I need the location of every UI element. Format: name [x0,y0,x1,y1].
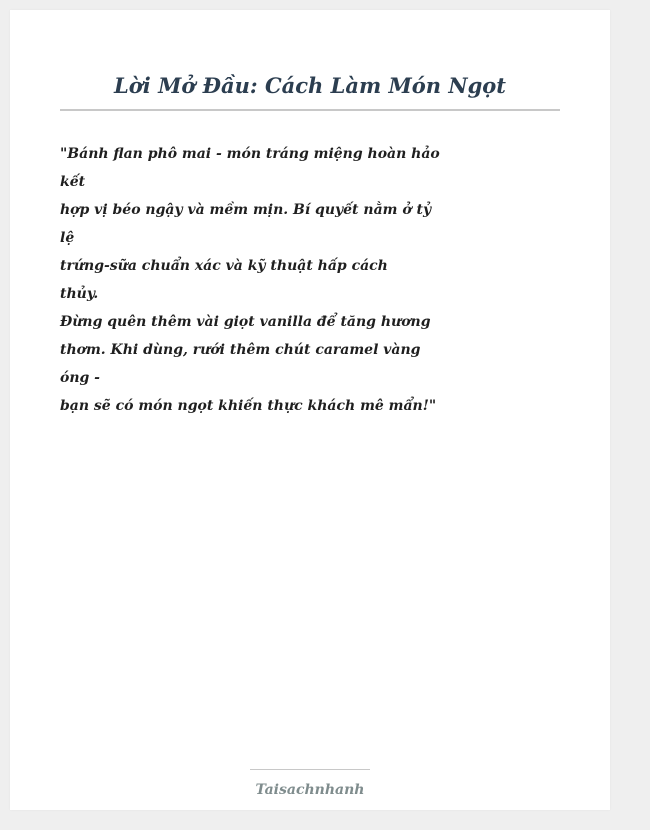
page-title: Lời Mở Đầu: Cách Làm Món Ngọt [114,73,506,98]
document-page [10,10,610,810]
body-line: "Bánh flan phô mai - món tráng miệng hoàn hảo [60,146,440,162]
body-line: thơm. Khi dùng, rưới thêm chút caramel vàng [60,342,421,358]
body-line: trứng-sữa chuẩn xác và kỹ thuật hấp cách [60,258,388,274]
body-paragraph [60,140,440,420]
footer-divider [250,769,370,770]
body-line: Đừng quên thêm vài giọt vanilla để tăng hương [60,314,431,330]
body-line: bạn sẽ có món ngọt khiến thực khách mê mẩn!" [60,398,437,414]
body-line: kết [60,174,86,190]
body-line: thủy. [60,286,99,302]
body-line: hợp vị béo ngậy và mềm mịn. Bí quyết nằm ở tỷ [60,202,432,218]
body-line: lệ [60,230,75,246]
title-divider [60,109,560,111]
footer-brand: Taisachnhanh [255,782,365,798]
body-line: óng - [60,370,100,386]
